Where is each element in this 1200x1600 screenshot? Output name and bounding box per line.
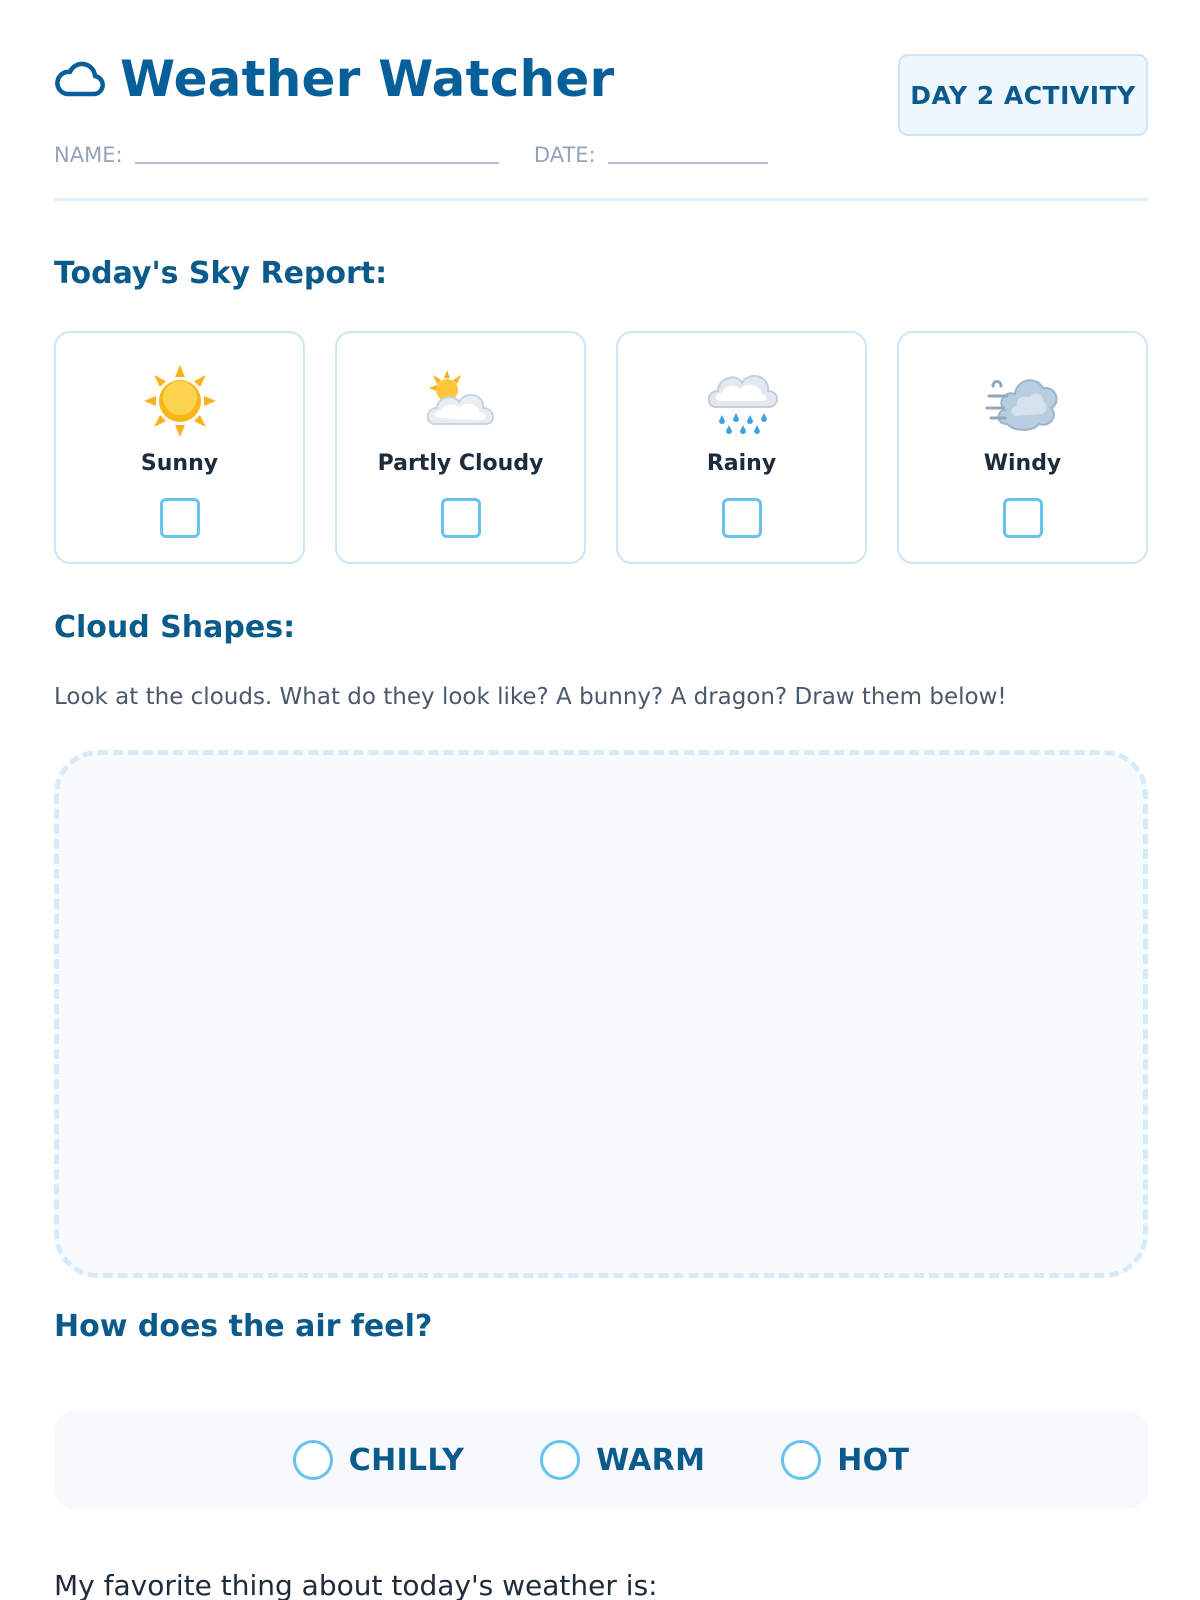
air-option-warm[interactable] <box>540 1440 705 1480</box>
name-label: NAME: <box>54 143 123 167</box>
header-divider <box>54 198 1148 201</box>
date-field[interactable] <box>608 162 768 164</box>
air-feel-heading: How does the air feel? <box>54 1309 433 1344</box>
rainy-checkbox[interactable] <box>722 498 762 538</box>
page-title: Weather Watcher <box>120 50 615 108</box>
name-field[interactable] <box>135 162 499 164</box>
air-option-label: CHILLY <box>348 1442 465 1478</box>
cloud-shapes-heading: Cloud Shapes: <box>54 610 296 645</box>
chilly-radio[interactable] <box>293 1440 333 1480</box>
rain-cloud-icon <box>697 363 787 439</box>
wind-icon <box>978 363 1068 439</box>
cloud-shapes-instructions: Look at the clouds. What do they look like? A bunny? A dragon? Draw them below! <box>54 684 1007 710</box>
sky-option-label: Partly Cloudy <box>377 451 544 476</box>
air-option-hot[interactable] <box>781 1440 909 1480</box>
hot-radio[interactable] <box>781 1440 821 1480</box>
air-feel-options <box>54 1411 1148 1509</box>
sun-icon <box>135 363 225 439</box>
cloud-icon <box>54 59 106 99</box>
day-badge: DAY 2 ACTIVITY <box>898 54 1148 136</box>
worksheet-header <box>54 50 1148 167</box>
sunny-checkbox[interactable] <box>160 498 200 538</box>
sun-behind-cloud-icon <box>416 363 506 439</box>
sky-report-options <box>54 331 1148 564</box>
sky-option-partly-cloudy[interactable] <box>335 331 586 564</box>
name-date-row <box>54 143 768 167</box>
partly-cloudy-checkbox[interactable] <box>441 498 481 538</box>
sky-option-sunny[interactable] <box>54 331 305 564</box>
sky-option-label: Rainy <box>706 451 777 476</box>
windy-checkbox[interactable] <box>1003 498 1043 538</box>
air-option-label: WARM <box>596 1442 706 1478</box>
air-option-label: HOT <box>837 1442 910 1478</box>
sky-option-rainy[interactable] <box>616 331 867 564</box>
favorite-prompt: My favorite thing about today's weather is: <box>54 1569 658 1600</box>
warm-radio[interactable] <box>540 1440 580 1480</box>
air-option-chilly[interactable] <box>293 1440 464 1480</box>
sky-option-label: Sunny <box>140 451 219 476</box>
sky-option-label: Windy <box>983 451 1062 476</box>
sky-option-windy[interactable] <box>897 331 1148 564</box>
drawing-area[interactable] <box>54 750 1148 1278</box>
sky-report-heading: Today's Sky Report: <box>54 256 388 291</box>
date-label: DATE: <box>533 143 596 167</box>
